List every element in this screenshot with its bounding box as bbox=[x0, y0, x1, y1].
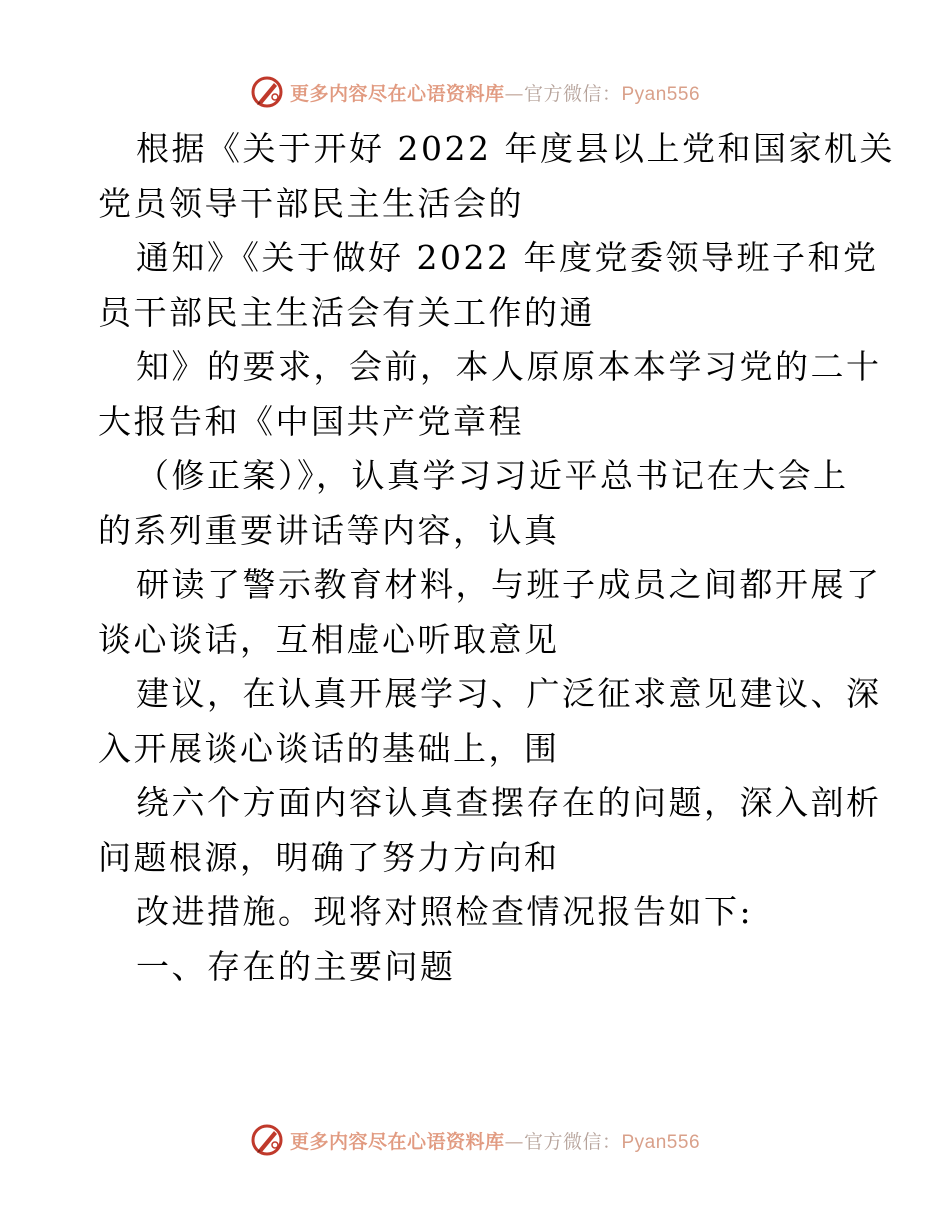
pen-logo-icon bbox=[250, 1123, 284, 1157]
body-line: 绕六个方面内容认真查摆存在的问题，深入剖析 bbox=[136, 783, 882, 822]
body-line: 的系列重要讲话等内容，认真 bbox=[98, 510, 560, 550]
body-line: 谈心谈话，互相虚心听取意见 bbox=[98, 619, 560, 659]
watermark-wechat-id: Pyan556 bbox=[621, 1131, 701, 1153]
watermark-wechat-id: Pyan556 bbox=[621, 83, 701, 105]
header-watermark bbox=[0, 72, 950, 112]
body-line: 党员领导干部民主生活会的 bbox=[98, 183, 524, 223]
body-line: 问题根源，明确了努力方向和 bbox=[98, 837, 560, 877]
watermark-group bbox=[250, 1123, 700, 1157]
watermark-brand: 更多内容尽在心语资料库 bbox=[289, 82, 505, 105]
body-line: 员干部民主生活会有关工作的通 bbox=[98, 292, 595, 332]
body-line: （修正案）》，认真学习习近平总书记在大会上 bbox=[136, 456, 849, 495]
watermark-text bbox=[290, 79, 700, 106]
body-line: 研读了警示教育材料，与班子成员之间都开展了 bbox=[136, 565, 882, 604]
body-line: 一、存在的主要问题 bbox=[136, 946, 456, 986]
body-line: 根据《关于开好 2022 年度县以上党和国家机关 bbox=[136, 129, 895, 168]
watermark-label: 官方微信： bbox=[523, 82, 622, 105]
watermark-text bbox=[290, 1127, 700, 1154]
body-line: 通知》《关于做好 2022 年度党委领导班子和党 bbox=[136, 238, 879, 277]
watermark-label: 官方微信： bbox=[523, 1130, 622, 1153]
body-line: 知》的要求，会前，本人原原本本学习党的二十 bbox=[136, 347, 882, 386]
body-line: 改进措施。现将对照检查情况报告如下: bbox=[136, 892, 754, 931]
body-line: 大报告和《中国共产党章程 bbox=[98, 401, 524, 441]
body-line: 建议，在认真开展学习、广泛征求意见建议、深 bbox=[136, 674, 882, 713]
watermark-dash: — bbox=[504, 82, 524, 105]
watermark-brand: 更多内容尽在心语资料库 bbox=[289, 1130, 505, 1153]
pen-logo-icon bbox=[250, 75, 284, 109]
watermark-dash: — bbox=[504, 1130, 524, 1153]
footer-watermark bbox=[0, 1120, 950, 1160]
body-line: 入开展谈心谈话的基础上，围 bbox=[98, 728, 560, 768]
watermark-group bbox=[250, 75, 700, 109]
